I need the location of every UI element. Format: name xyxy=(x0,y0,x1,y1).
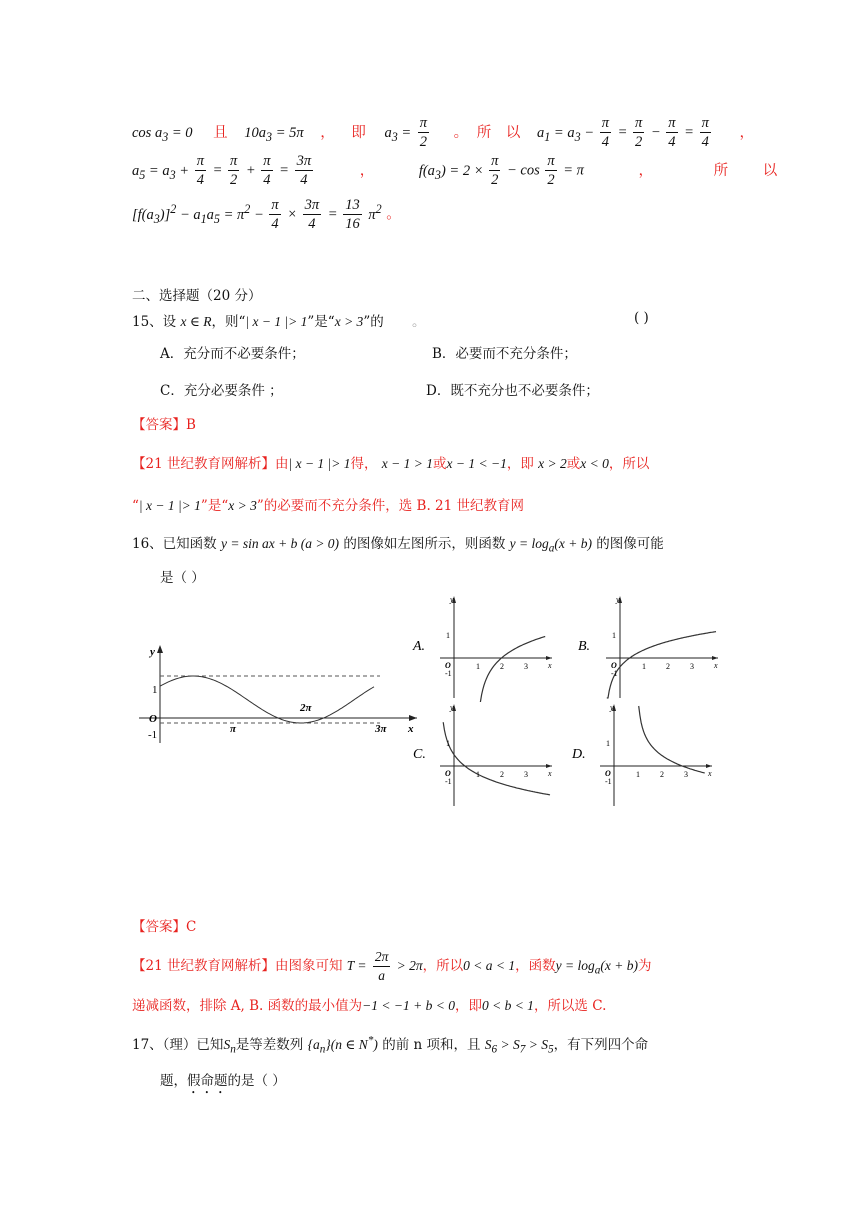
frac-pi-2b: $\frac{\pi}{2}$ xyxy=(634,115,643,150)
q15-answer: 【答案】B xyxy=(132,417,196,433)
q16-answer: 【答案】C xyxy=(132,919,197,935)
suo-text: 所 xyxy=(476,124,492,141)
period: 。 xyxy=(453,124,469,141)
eq: = xyxy=(617,124,631,141)
frac-pi-4b: $\frac{\pi}{4}$ xyxy=(263,153,271,188)
math-a3: $a_3$ = xyxy=(384,124,412,144)
tick-x1: 1 xyxy=(642,662,646,671)
option-a-graph xyxy=(410,592,560,702)
q15-paren: ( ) xyxy=(634,310,649,326)
x-axis-arrow xyxy=(706,764,712,768)
math-10a3: $10a_3 = 5\pi$ xyxy=(244,124,304,144)
tick-1: 1 xyxy=(446,631,450,640)
tick-1: 1 xyxy=(612,631,616,640)
q14-line-2 xyxy=(132,152,777,189)
tick-x3: 3 xyxy=(684,770,688,779)
pi-squared: $\pi^2$ xyxy=(368,201,382,223)
tick-x2: 2 xyxy=(500,662,504,671)
frac-pi-2: $\frac{\pi}{2}$ xyxy=(419,115,428,150)
frac-3pi-4: $\frac{3\pi}{4}$ xyxy=(304,197,320,232)
q15-option-d: D．既不充分也不必要条件； xyxy=(426,383,599,399)
frac-pi-4: $\frac{\pi}{4}$ xyxy=(196,153,204,188)
x-label: x xyxy=(408,723,414,735)
comma: ， xyxy=(320,124,335,141)
option-label: D. xyxy=(572,747,586,762)
and-text: 且 xyxy=(213,124,228,141)
option-label: C. xyxy=(413,747,426,762)
option-d-graph xyxy=(570,700,720,810)
y-axis-arrow xyxy=(157,645,163,653)
x-label: x xyxy=(548,661,552,670)
log-curve xyxy=(639,706,705,773)
q16-stem: 16、已知函数 y = sin ax + b (a > 0) 的图像如左图所示，则函数 $y = \log_a(x + b)$ 的图像可能 xyxy=(132,536,664,555)
q16-analysis-1: 【21 世纪教育网解析】由图象可知 T = $\frac{2\pi}{a}$ > 2π，所以0 < a < 1，函数$y = \log_a(x + b)$为 xyxy=(132,949,652,983)
q15-analysis-2: “| x − 1 |> 1”是“x > 3”的必要而不充分条件，选 B. 21 世纪教育网 xyxy=(132,498,525,514)
frac-pi-4c: $\frac{\pi}{4}$ xyxy=(701,115,709,150)
x-label: x xyxy=(714,661,718,670)
eq-pi: = π xyxy=(563,162,584,179)
eq2: = xyxy=(279,162,293,179)
q15-option-b: B．必要而不充分条件； xyxy=(432,346,577,362)
math-a1: $a_1 = a_3$ − xyxy=(537,124,598,144)
option-label: B. xyxy=(578,639,591,654)
y-label: y xyxy=(616,595,620,604)
option-b-graph xyxy=(576,592,726,702)
y-label: y xyxy=(610,703,614,712)
comma2: ， xyxy=(638,162,654,179)
yi-text: 以 xyxy=(505,124,521,141)
q16-analysis-2: 递减函数，排除 A, B. 函数的最小值为−1 < −1 + b < 0，即0 < b < 1，所以选 C. xyxy=(132,998,607,1014)
q15-option-a: A．充分而不必要条件； xyxy=(160,346,305,362)
q17-stem-2: 题，假命题的是（ ） xyxy=(160,1073,286,1089)
x-label: x xyxy=(548,769,552,778)
period: 。 xyxy=(386,206,401,223)
x-axis-arrow xyxy=(546,764,552,768)
tick-neg1: -1 xyxy=(611,669,618,678)
origin-label: O xyxy=(445,661,451,670)
plus: + xyxy=(245,162,260,179)
y-label: y xyxy=(150,646,155,658)
x-axis-arrow xyxy=(712,656,718,660)
x-label: x xyxy=(708,769,712,778)
tick-x2: 2 xyxy=(660,770,664,779)
tick-1: 1 xyxy=(152,684,158,696)
tick-x2: 2 xyxy=(666,662,670,671)
math-a5: $a_5 = a_3$ + xyxy=(132,162,193,182)
y-label: y xyxy=(450,703,454,712)
tick-x1: 1 xyxy=(476,662,480,671)
frac-3pi-4: $\frac{3\pi}{4}$ xyxy=(296,153,312,188)
eq2: = xyxy=(684,124,698,141)
frac-pi-4: $\frac{\pi}{4}$ xyxy=(601,115,609,150)
tick-1: 1 xyxy=(446,739,450,748)
eq: = xyxy=(327,206,342,223)
origin-label: O xyxy=(605,769,611,778)
frac-pi-4b: $\frac{\pi}{4}$ xyxy=(668,115,676,150)
math-fa3-sq: $[f(a_3)]^2 - a_1a_5 = \pi^2$ − xyxy=(132,201,268,226)
option-c-graph xyxy=(410,700,560,810)
origin-label: O xyxy=(445,769,451,778)
suo-text: 所 xyxy=(713,162,729,179)
tick-x1: 1 xyxy=(636,770,640,779)
tick-x3: 3 xyxy=(524,770,528,779)
comma-tail: ， xyxy=(739,124,754,141)
tick-x3: 3 xyxy=(690,662,694,671)
math-cos: $\cos a_3 = 0$ xyxy=(132,124,193,144)
section-title: 二、选择题（20 分） xyxy=(132,288,262,304)
tick-2pi: 2π xyxy=(300,702,312,714)
origin-label: O xyxy=(149,713,157,725)
log-curve xyxy=(443,722,550,795)
ji-text: 即 xyxy=(351,124,366,141)
tick-3pi: 3π xyxy=(375,723,387,735)
sine-graph-figure xyxy=(135,643,425,748)
frac-pi-2: $\frac{\pi}{2}$ xyxy=(229,153,238,188)
log-curve xyxy=(479,637,545,703)
q15-analysis-1: 【21 世纪教育网解析】由| x − 1 |> 1得， x − 1 > 1或x − 1 < −1，即 x > 2或x < 0，所以 xyxy=(132,456,650,472)
yi-text: 以 xyxy=(762,162,778,179)
q15-stem: 15、设 x ∈ R，则“| x − 1 |> 1”是“x > 3”的 。 xyxy=(132,314,426,330)
sine-curve xyxy=(160,676,374,723)
origin-label: O xyxy=(611,661,617,670)
q14-line-1 xyxy=(132,114,754,151)
tick-neg1: -1 xyxy=(148,729,158,741)
comma: ， xyxy=(359,162,375,179)
times: × xyxy=(287,206,301,223)
log-curve xyxy=(607,632,716,698)
q16-stem-2: 是（ ） xyxy=(160,570,205,586)
tick-x2: 2 xyxy=(500,770,504,779)
tick-1: 1 xyxy=(606,739,610,748)
emphasized-false-proposition: 假命题 xyxy=(187,1073,228,1089)
tick-pi: π xyxy=(230,723,237,735)
eq: = xyxy=(212,162,226,179)
minus-cos: − cos xyxy=(507,162,544,179)
y-label: y xyxy=(450,595,454,604)
math-fa3: $f(a_3) = 2$ × xyxy=(418,162,488,182)
tick-neg1: -1 xyxy=(445,669,452,678)
tick-neg1: -1 xyxy=(605,777,612,786)
tick-neg1: -1 xyxy=(445,777,452,786)
frac-13-16: $\frac{13}{16}$ xyxy=(345,197,360,232)
option-label: A. xyxy=(413,639,426,654)
tick-x1: 1 xyxy=(476,770,480,779)
q17-stem: 17、（理）已知$S_n$是等差数列 $\{a_n\}(n$ ∈ N*) 的前 n 项和，且 $S_6 > S_7 > S_5$，有下列四个命 xyxy=(132,1034,649,1056)
frac-pi-4: $\frac{\pi}{4}$ xyxy=(271,197,279,232)
frac-pi-2d: $\frac{\pi}{2}$ xyxy=(547,153,555,188)
x-axis-arrow xyxy=(546,656,552,660)
q14-line-3 xyxy=(132,196,401,233)
frac-pi-2c: $\frac{\pi}{2}$ xyxy=(491,153,499,188)
tick-x3: 3 xyxy=(524,662,528,671)
q15-option-c: C．充分必要条件 ； xyxy=(160,383,283,399)
minus: − xyxy=(650,124,665,141)
